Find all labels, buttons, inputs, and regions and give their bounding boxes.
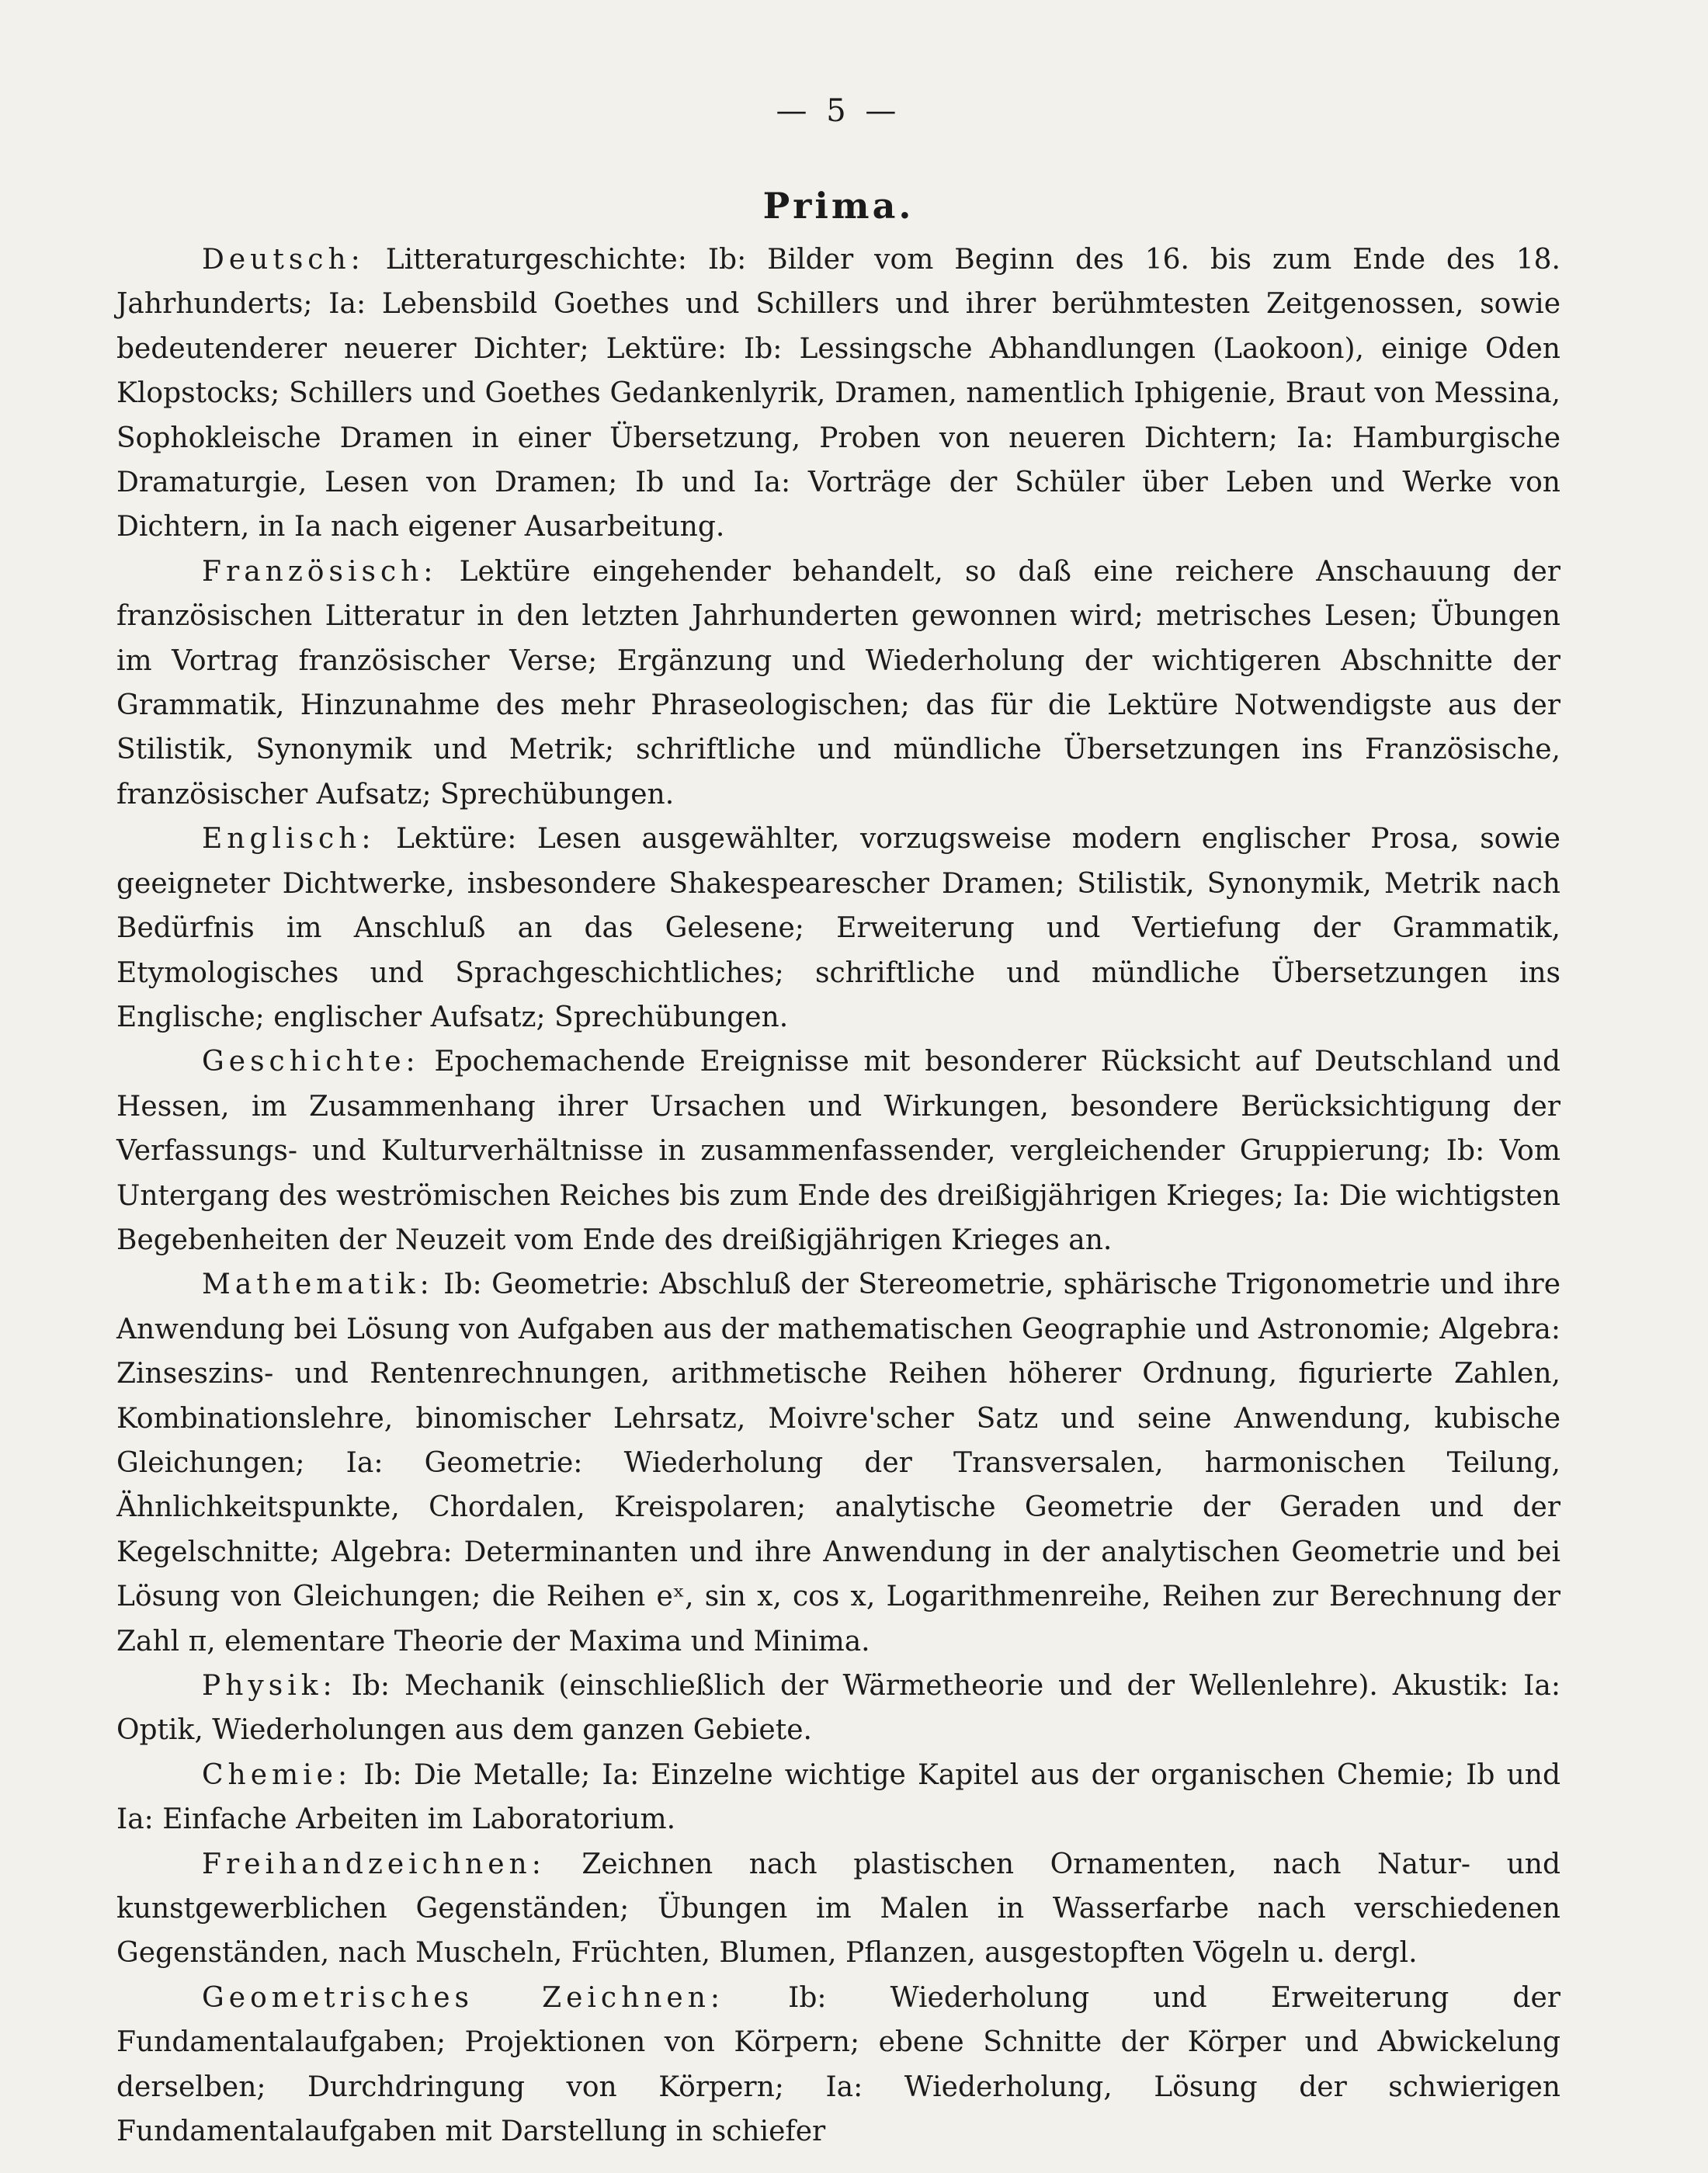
paragraph-text: Zeichnen nach plastischen Ornamenten, nach Natur- und kunstgewerblichen Gegenständen; Übungen im Malen in Wasserfarbe nach verschiedenen Gegenständen, nach Muscheln, Früchten, Blumen, Pflanzen, ausgestopften Vögeln u. dergl. bbox=[116, 1848, 1560, 1970]
paragraph-text: Ib: Wiederholung und Erweiterung der Fundamentalaufgaben; Projektionen von Körpern; ebene Schnitte der Körper und Abwickelung derselben; Durchdringung von Körpern; Ia: Wiederholung, Lösung der schwierigen Fundamentalaufgaben mit Darstellung in schiefer bbox=[116, 1981, 1560, 2148]
subject-label: Geschichte: bbox=[202, 1046, 420, 1078]
paragraph-freihandzeichnen bbox=[116, 1842, 1560, 1976]
paragraph-text: Litteraturgeschichte: Ib: Bilder vom Beginn des 16. bis zum Ende des 18. Jahrhunderts; Ia: Lebensbild Goethes und Schillers und ihrer berühmtesten Zeitgenossen, sowie bedeutenderer neuerer Dichter; Lektüre: Ib: Lessingsche Abhandlungen (Laokoon), einige Oden Klopstocks; Schillers und Goethes Gedankenlyrik, Dramen, namentlich Iphigenie, Braut von Messina, Sophokleische Dramen in einer Übersetzung, Proben von neueren Dichtern; Ia: Hamburgische Dramaturgie, Lesen von Dramen; Ib und Ia: Vorträge der Schüler über Leben und Werke von Dichtern, in Ia nach eigener Ausarbeitung. bbox=[116, 244, 1560, 543]
subject-label: Geometrisches Zeichnen: bbox=[202, 1981, 725, 2014]
section-heading: Prima. bbox=[762, 185, 915, 227]
subject-label: Französisch: bbox=[202, 555, 438, 588]
paragraph-geschichte bbox=[116, 1040, 1560, 1262]
paragraph-text: Lektüre: Lesen ausgewählter, vorzugsweise modern englischer Prosa, sowie geeigneter Dichtwerke, insbesondere Shakespearescher Dramen; Stilistik, Synonymik, Metrik nach Bedürfnis im Anschluß an das Gelesene; Erweiterung und Vertiefung der Grammatik, Etymologisches und Sprachgeschichtliches; schriftliche und mündliche Übersetzungen ins Englische; englischer Aufsatz; Sprechübungen. bbox=[116, 823, 1560, 1033]
paragraph-physik bbox=[116, 1664, 1560, 1753]
paragraph-text: Ib: Geometrie: Abschluß der Stereometrie, sphärische Trigonometrie und ihre Anwendung bei Lösung von Aufgaben aus der mathematischen Geographie und Astronomie; Algebra: Zinseszins- und Rentenrechnungen, arithmetische Reihen höherer Ordnung, figurierte Zahlen, Kombinationslehre, binomischer Lehrsatz, Moivre'scher Satz und seine Anwendung, kubische Gleichungen; Ia: Geometrie: Wiederholung der Transversalen, harmonischen Teilung, Ähnlichkeitspunkte, Chordalen, Kreispolaren; analytische Geometrie der Geraden und der Kegelschnitte; Algebra: Determinanten und ihre Anwendung in der analytischen Geometrie und bei Lösung von Gleichungen; die Reihen eˣ, sin x, cos x, Logarithmenreihe, Reihen zur Berechnung der Zahl π, elementare Theorie der Maxima und Minima. bbox=[116, 1269, 1560, 1658]
paragraph-text: Lektüre eingehender behandelt, so daß eine reichere Anschauung der französischen Litteratur in den letzten Jahrhunderten gewonnen wird; metrisches Lesen; Übungen im Vortrag französischer Verse; Ergänzung und Wiederholung der wichtigeren Abschnitte der Grammatik, Hinzunahme des mehr Phraseologischen; das für die Lektüre Notwendigste aus der Stilistik, Synonymik und Metrik; schriftliche und mündliche Übersetzungen ins Französische, französischer Aufsatz; Sprechübungen. bbox=[116, 555, 1560, 811]
paragraph-text: Ib: Mechanik (einschließlich der Wärmetheorie und der Wellenlehre). Akustik: Ia: Optik, Wiederholungen aus dem ganzen Gebiete. bbox=[116, 1670, 1560, 1747]
subject-label: Englisch: bbox=[202, 823, 376, 856]
page-number: — 5 — bbox=[776, 93, 901, 129]
paragraph-text: Ib: Die Metalle; Ia: Einzelne wichtige Kapitel aus der organischen Chemie; Ib und Ia: Einfache Arbeiten im Laboratorium. bbox=[116, 1758, 1560, 1836]
subject-label: Chemie: bbox=[202, 1758, 352, 1791]
paragraph-franzoesisch bbox=[116, 550, 1560, 817]
subject-label: Physik: bbox=[202, 1670, 337, 1702]
paragraph-text: Epochemachende Ereignisse mit besonderer Rücksicht auf Deutschland und Hessen, im Zusammenhang ihrer Ursachen und Wirkungen, besondere Berücksichtigung der Verfassungs- und Kulturverhältnisse in zusammenfassender, vergleichender Gruppierung; Ib: Vom Untergang des weströmischen Reiches bis zum Ende des dreißigjährigen Krieges; Ia: Die wichtigsten Begebenheiten der Neuzeit vom Ende des dreißigjährigen Krieges an. bbox=[116, 1046, 1560, 1256]
subject-label: Mathematik: bbox=[202, 1269, 434, 1301]
paragraph-englisch bbox=[116, 817, 1560, 1040]
paragraph-geometrisches-zeichnen bbox=[116, 1976, 1560, 2154]
paragraph-deutsch bbox=[116, 238, 1560, 550]
subject-label: Deutsch: bbox=[202, 244, 365, 276]
paragraph-chemie bbox=[116, 1753, 1560, 1842]
subject-label: Freihandzeichnen: bbox=[202, 1848, 546, 1880]
paragraph-mathematik bbox=[116, 1262, 1560, 1664]
